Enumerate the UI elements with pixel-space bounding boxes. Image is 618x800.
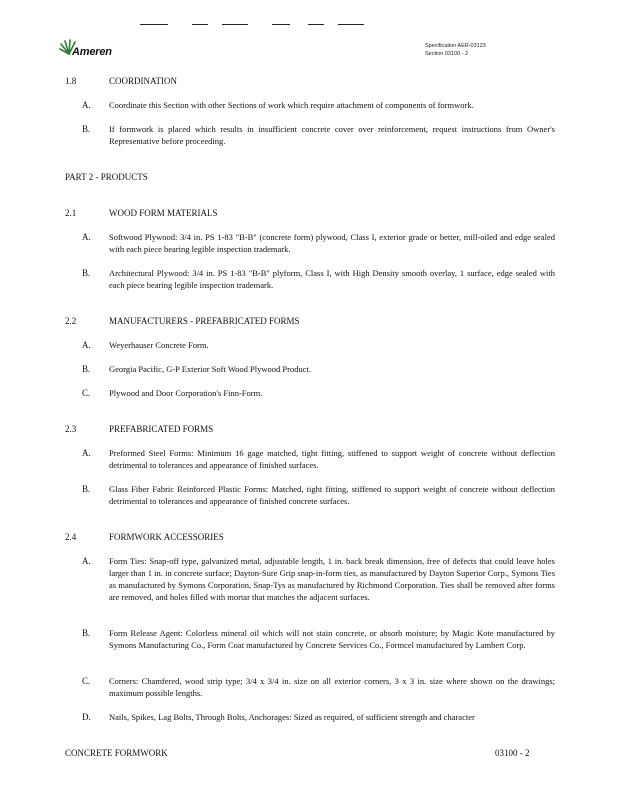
section-number: 2.3	[65, 424, 77, 434]
item-letter: B.	[82, 364, 91, 374]
item-text: Form Release Agent: Colorless mineral oil which will not stain concrete, or absorb moisture; by Magic Kote manufactured by Symons Manufacturing Co., Form Coat manufactured by Concrete Services Co., Formcel manufactured by Lambert Corp.	[109, 628, 555, 650]
item-letter: B.	[82, 124, 91, 134]
section-heading: COORDINATION	[109, 76, 177, 86]
item-letter: C.	[82, 676, 91, 686]
item-letter: B.	[82, 484, 91, 494]
item-letter: A.	[82, 100, 91, 110]
item-letter: A.	[82, 232, 91, 242]
item-text: If formwork is placed which results in insufficient concrete cover over reinforcement, request instructions from Owner's Representative before proceeding.	[109, 124, 555, 146]
item-letter: A.	[82, 340, 91, 350]
item-text: Georgia Pacific, G-P Exterior Soft Wood Plywood Product.	[109, 364, 311, 374]
section-number: 2.4	[65, 532, 77, 542]
item-letter: B.	[82, 268, 91, 278]
spec-line-2: Section 03100 - 2	[425, 51, 469, 57]
item-text: Coordinate this Section with other Sections of work which require attachment of components of formwork.	[109, 100, 474, 110]
item-text: Plywood and Door Corporation's Finn-Form.	[109, 388, 263, 398]
section-number: 2.1	[65, 208, 77, 218]
part-heading: PART 2 - PRODUCTS	[65, 172, 148, 182]
footer-title: CONCRETE FORMWORK	[65, 748, 168, 758]
item-text: Softwood Plywood: 3/4 in. PS 1-83 "B-B" (concrete form) plywood, Class I, exterior grade or better, mill-oiled and edge sealed with each piece bearing legible inspection trademark.	[109, 232, 555, 254]
section-heading: FORMWORK ACCESSORIES	[109, 532, 224, 542]
item-letter: C.	[82, 388, 91, 398]
section-number: 2.2	[65, 316, 77, 326]
item-text: Glass Fiber Fabric Reinforced Plastic Forms: Matched, tight fitting, stiffened to support weight of concrete without deflection detrimental to tolerances and appearance of finished concrete surfaces.	[109, 484, 555, 506]
item-text: Nails, Spikes, Lag Bolts, Through Bolts, Anchorages: Sized as required, of sufficient strength and character	[109, 712, 475, 722]
item-letter: A.	[82, 448, 91, 458]
item-text: Architectural Plywood: 3/4 in. PS 1-83 "B-B" plyform, Class I, with High Density smooth overlay, 1 surface, edge sealed with each piece bearing legible inspection trademark.	[109, 268, 555, 290]
item-text: Corners: Chamfered, wood strip type; 3/4 x 3/4 in. size on all exterior corners, 3 x 3 in. size where shown on the drawings; maximum possible lengths.	[109, 676, 555, 698]
section-number: 1.8	[65, 76, 77, 86]
item-letter: D.	[82, 712, 91, 722]
spec-line-1: Specification AER-03123	[425, 43, 486, 49]
item-text: Form Ties: Snap-off type, galvanized metal, adjustable length, 1 in. back break dimension, free of defects that could leave holes larger than 1 in. in concrete surface; Dayton-Sure Grip snap-in-form ties, as manufactured by Dayton Superior Corp., Symons Ties as manufactured by Symons Corporation, Snap-Tys as manufactured by Richmond Corporation. Ties shall be removed after forms are removed, and holes filled with mortar that matches the adjacent surfaces.	[109, 556, 555, 602]
section-heading: MANUFACTURERS - PREFABRICATED FORMS	[109, 316, 300, 326]
section-heading: PREFABRICATED FORMS	[109, 424, 214, 434]
item-text: Weyerhauser Concrete Form.	[109, 340, 209, 350]
logo-text: Ameren	[72, 46, 112, 58]
footer-page-number: 03100 - 2	[495, 748, 530, 758]
item-letter: A.	[82, 556, 91, 566]
section-heading: WOOD FORM MATERIALS	[109, 208, 218, 218]
item-text: Preformed Steel Forms: Minimum 16 gage matched, tight fitting, stiffened to support weight of concrete without deflection detrimental to tolerances and appearance of finished surfaces.	[109, 448, 555, 470]
item-letter: B.	[82, 628, 91, 638]
